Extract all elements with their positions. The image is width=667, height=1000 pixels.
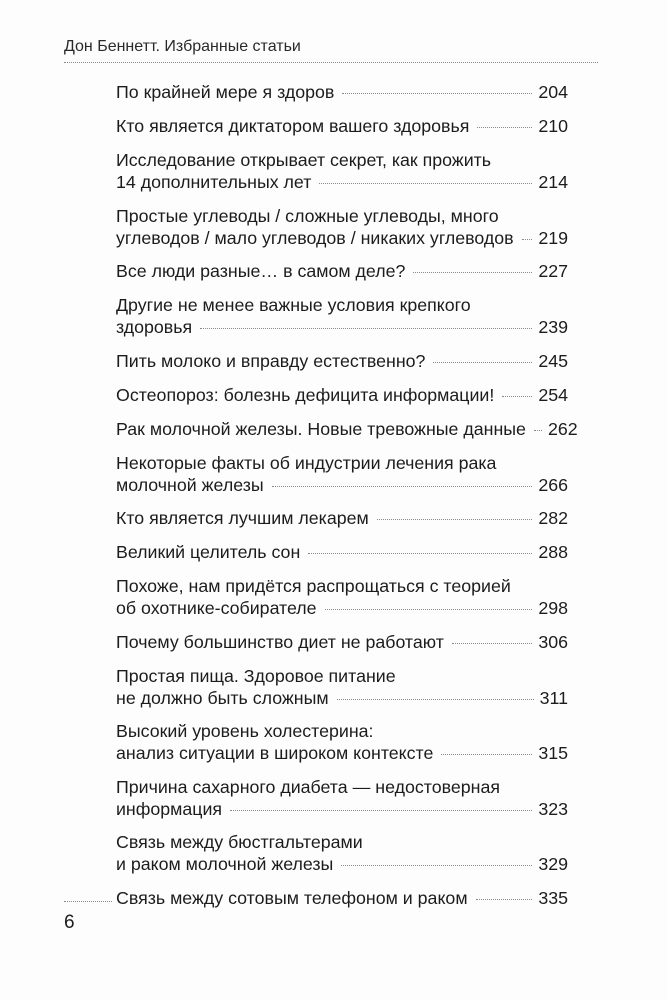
toc-entry-title-line: Причина сахарного диабета — недостоверная [116,776,500,797]
toc-entry-last-line [116,541,568,563]
toc-entry-title-line: 14 дополнительных лет [116,172,312,192]
toc-entry-title-line: углеводов / мало углеводов / никаких углеводов [116,227,514,248]
toc-entry-page-number: 254 [538,384,568,405]
toc-entry-title-line: Связь между сотовым телефоном и раком [116,887,468,908]
toc-entry-page-number: 288 [538,542,568,562]
toc-entry-page-number: 239 [538,317,568,337]
toc-entry-last-line [116,227,568,249]
toc-entry [116,452,568,496]
dot-leader [502,396,532,397]
toc-entry-page-number: 315 [538,743,568,763]
toc-entry [116,507,568,529]
dot-leader [200,328,532,329]
toc-entry-last-line [116,350,568,372]
dot-leader [477,127,532,128]
toc-entry-last-line [116,507,568,529]
dot-leader [272,486,533,487]
toc-entry-title-line: анализ ситуации в широком контексте [116,743,434,763]
toc-entry-page-number: 245 [538,350,568,371]
dot-leader [325,609,533,610]
toc-entry-title-line: здоровья [116,317,193,337]
toc-entry [116,665,568,709]
toc-entry-title-line: Великий целитель сон [116,542,301,562]
toc-entry-last-line [116,81,568,103]
toc-entry [116,720,568,764]
dot-leader [452,643,532,644]
toc-entry-title-line: Связь между бюстгальтерами [116,832,363,852]
dot-leader [476,899,533,900]
toc-entry-page-number: 311 [539,687,568,708]
toc-entry-last-line [116,631,568,653]
toc-entry-title-line: молочной железы [116,474,264,495]
toc-entry-last-line [116,887,568,909]
toc-entry-last-line [116,115,568,137]
running-head-title: Дон Беннетт. Избранные статьи [64,38,301,55]
toc-entry-page-number: 329 [538,854,568,874]
footer-dotted-rule [64,901,112,902]
toc-entry-title-line: Высокий уровень холестерина: [116,721,374,741]
dot-leader [319,183,532,184]
dot-leader [337,699,534,700]
toc-entry-title-line: Почему большинство диет не работают [116,631,444,652]
toc-entry-last-line [116,171,568,193]
toc-entry-page-number: 323 [538,798,568,819]
toc-entry-last-line [116,798,568,820]
dot-leader [230,810,532,811]
toc-entry-title-line: Кто является лучшим лекарем [116,508,369,528]
toc-entry-page-number: 262 [547,418,578,439]
toc-entry [116,350,568,372]
toc-entry-page-number: 282 [538,508,568,528]
toc-entry-last-line [116,853,568,875]
toc-entry-title-line: Похоже, нам придётся распрощаться с теорией [116,576,511,596]
dot-leader [413,272,532,273]
toc-entry-last-line [116,418,578,440]
toc-entry-title-line: и раком молочной железы [116,854,334,874]
toc-entry-page-number: 266 [538,474,568,495]
dot-leader [341,865,532,866]
toc-entry [116,541,568,563]
toc-entry-title-line: Другие не менее важные условия крепкого [116,295,471,315]
dot-leader [534,430,542,431]
toc-entry-last-line [116,474,568,496]
toc-entry-title-line: не должно быть сложным [116,687,329,708]
toc-entry-page-number: 306 [538,631,568,652]
toc-entry-last-line [116,260,568,282]
toc-entry [116,149,568,193]
toc-entry-title-line: По крайней мере я здоров [116,82,335,102]
toc-entry-last-line [116,316,568,338]
toc-entry-page-number: 204 [538,82,568,102]
toc-entry [116,115,568,137]
toc-entry [116,575,568,619]
toc-entry [116,294,568,338]
toc-entry [116,887,568,909]
toc-entry-last-line [116,384,568,406]
toc-entry-last-line [116,597,568,619]
toc-entry-page-number: 335 [538,887,568,908]
table-of-contents [116,81,578,921]
toc-entry-title-line: информация [116,798,223,819]
toc-entry [116,418,578,440]
toc-entry-page-number: 227 [538,261,568,281]
dot-leader [342,93,532,94]
toc-entry-title-line: Кто является диктатором вашего здоровья [116,116,470,136]
toc-entry [116,384,568,406]
toc-entry-title-line: об охотнике-собирателе [116,598,317,618]
toc-entry-page-number: 210 [538,116,568,136]
toc-entry-title-line: Остеопороз: болезнь дефицита информации! [116,384,495,405]
toc-entry [116,260,568,282]
header-dotted-rule [64,62,598,63]
toc-entry-title-line: Все люди разные… в самом деле? [116,261,406,281]
toc-entry-last-line [116,687,568,709]
toc-entry-title-line: Некоторые факты об индустрии лечения рака [116,452,497,473]
toc-entry [116,81,568,103]
dot-leader [522,239,533,240]
toc-entry-page-number: 298 [538,598,568,618]
toc-entry-title-line: Простые углеводы / сложные углеводы, много [116,205,499,226]
toc-entry [116,776,568,820]
toc-entry-title-line: Исследование открывает секрет, как прожить [116,150,492,170]
dot-leader [441,754,532,755]
toc-entry-title-line: Рак молочной железы. Новые тревожные данные [116,418,526,439]
toc-entry [116,631,568,653]
toc-entry-page-number: 219 [538,227,568,248]
toc-entry-last-line [116,742,568,764]
dot-leader [377,519,533,520]
page-number: 6 [64,912,75,933]
toc-entry [116,205,568,249]
dot-leader [433,362,532,363]
toc-entry [116,831,568,875]
toc-entry-title-line: Пить молоко и вправду естественно? [116,350,426,371]
toc-entry-title-line: Простая пища. Здоровое питание [116,665,396,686]
dot-leader [308,553,532,554]
toc-entry-page-number: 214 [538,172,568,192]
